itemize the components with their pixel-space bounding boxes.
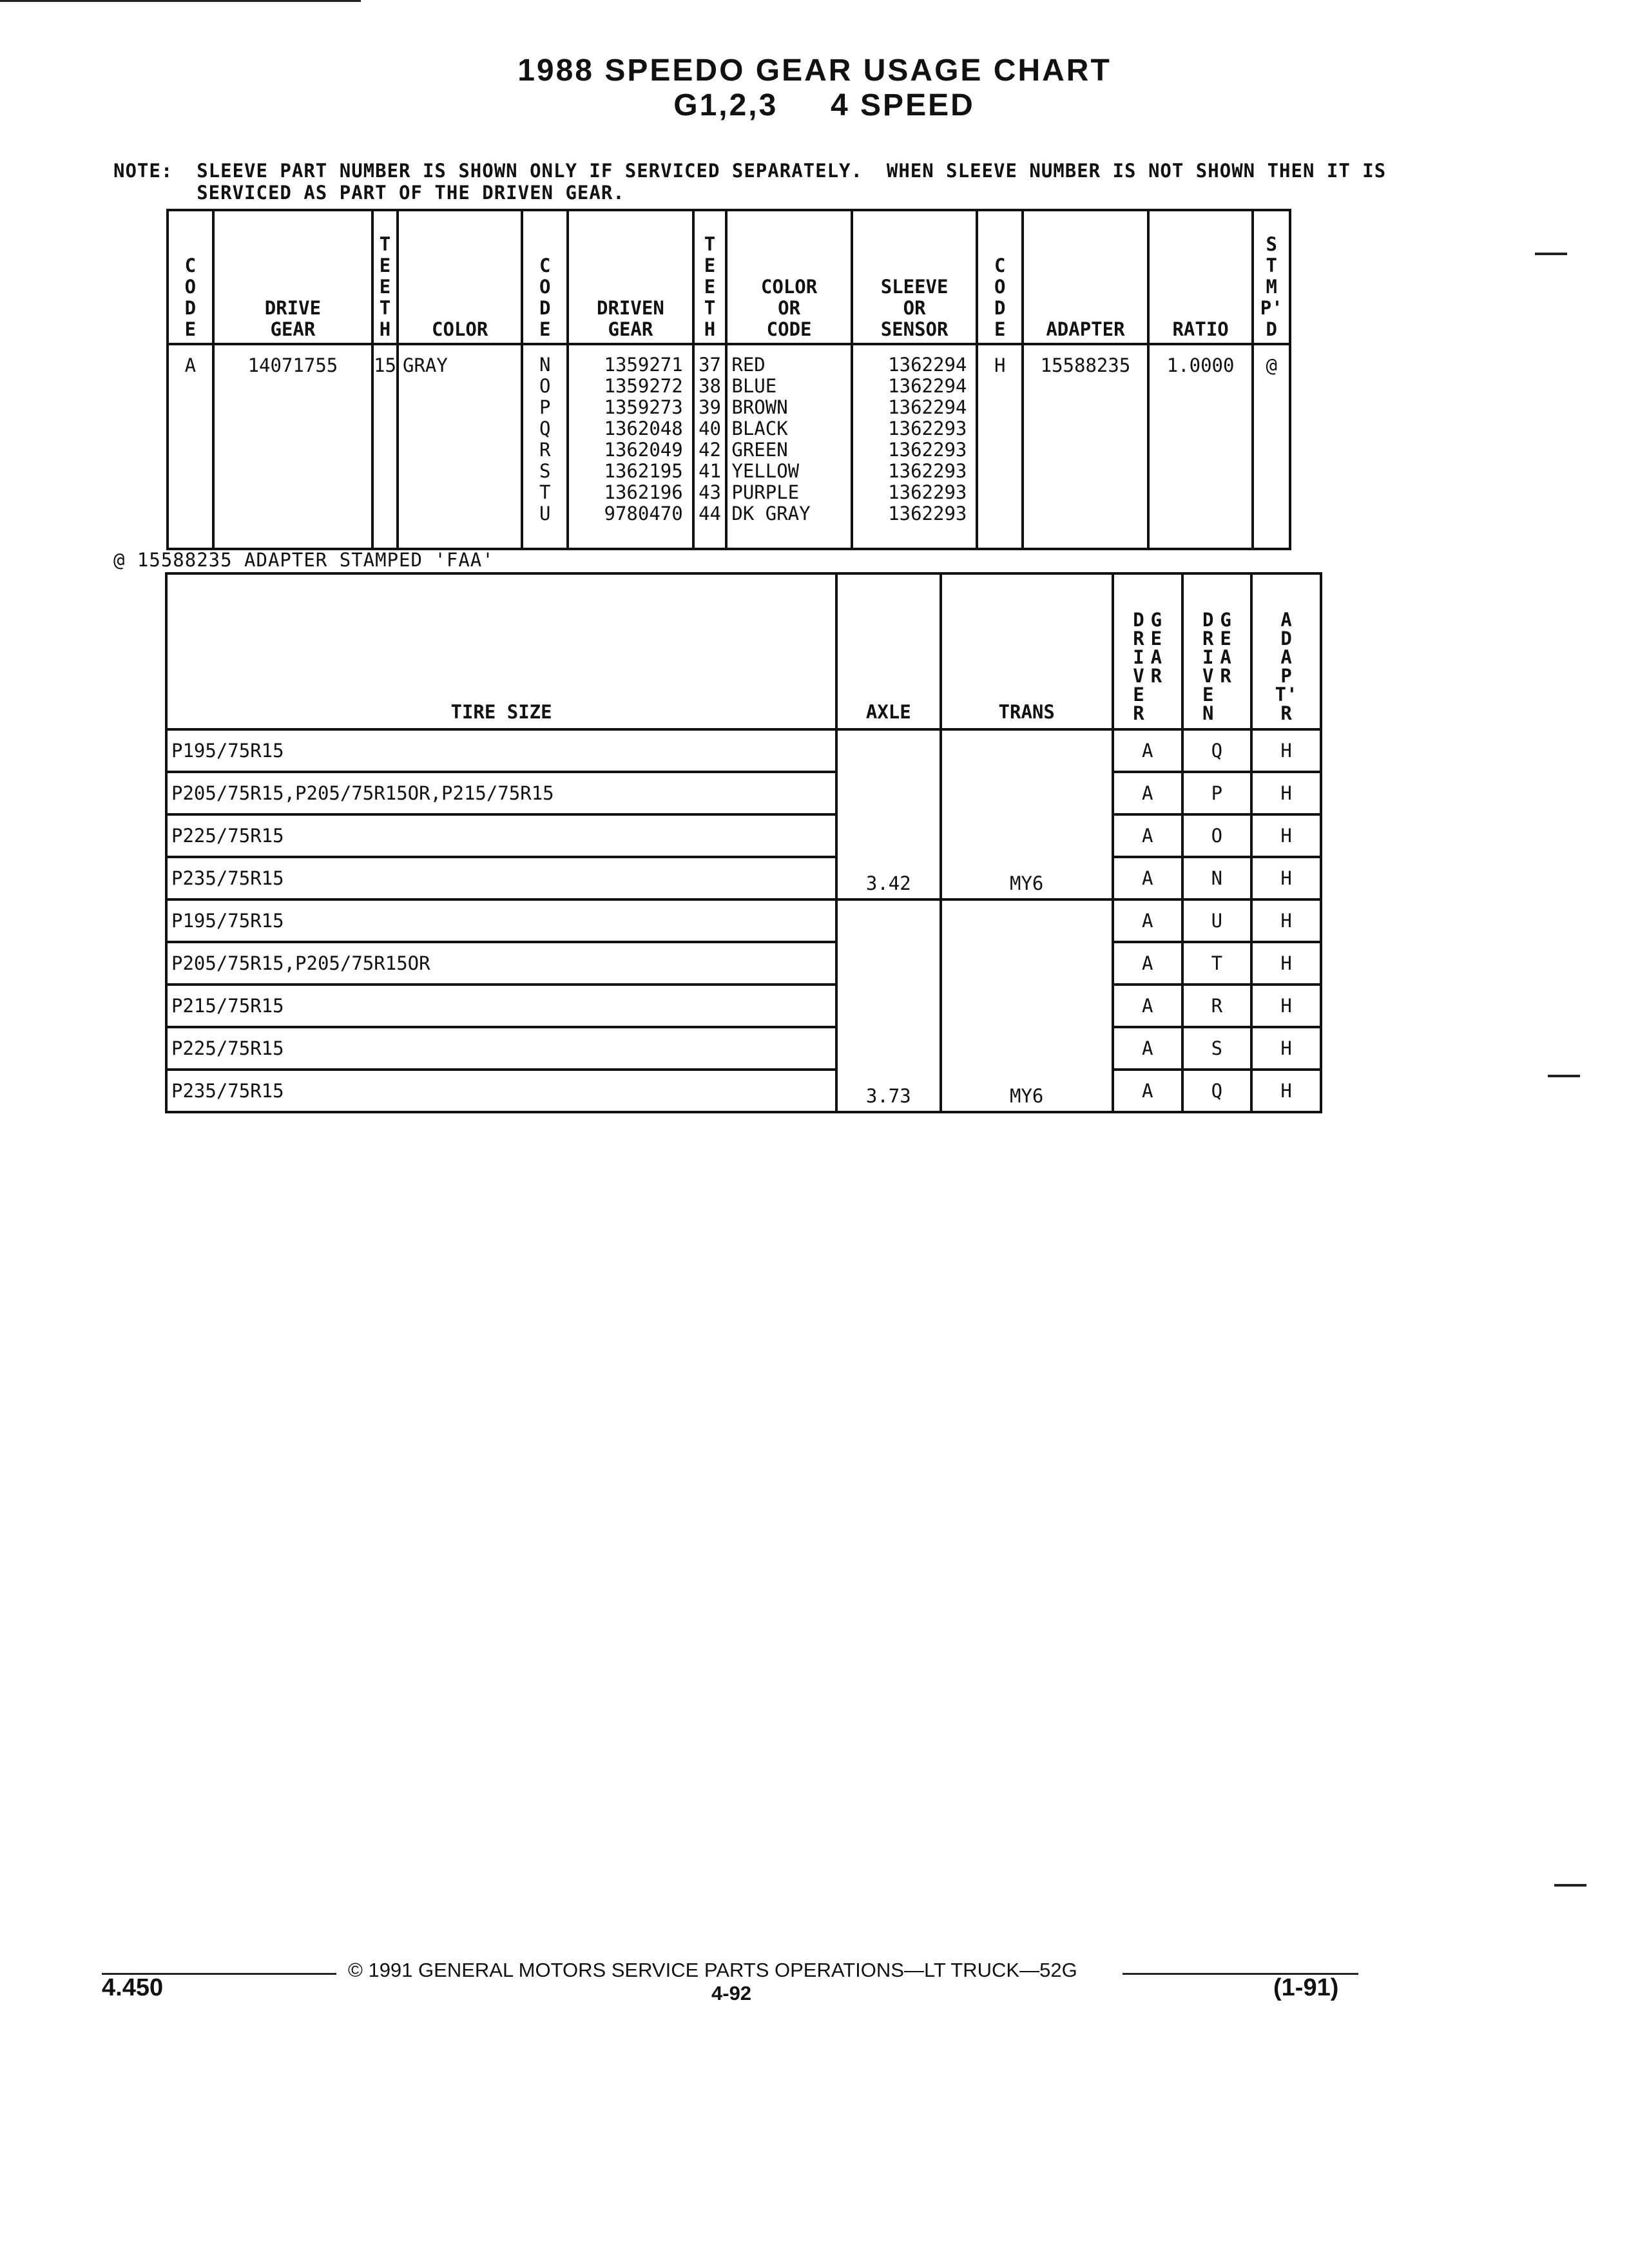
note-line-1: NOTE: SLEEVE PART NUMBER IS SHOWN ONLY IF SERVICED SEPARATELY. WHEN SLEEVE NUMBER IS NOT SHOWN THEN IT IS (113, 160, 1387, 182)
header-driven-letter: N (1202, 702, 1214, 724)
header-driven-code-letter: D (539, 297, 551, 319)
header-trans: TRANS (941, 573, 1113, 729)
driven-gear: 1359272 (604, 375, 683, 397)
driven-color: BROWN (731, 396, 788, 418)
header-driven-letter: R (1202, 628, 1214, 649)
header-color: COLOR (398, 210, 522, 344)
trans-cell: MY6 (941, 899, 1113, 1112)
driver-gear-cell: A (1113, 985, 1182, 1027)
driven-teeth-values (693, 344, 727, 549)
driven-code: Q (539, 418, 551, 439)
header-driver-letter: I (1133, 646, 1144, 668)
gear-table-row (168, 344, 1290, 549)
sleeve-number: 1362294 (888, 375, 967, 397)
tire-size-cell: P195/75R15 (166, 729, 836, 772)
adapter-cell: H (1251, 942, 1321, 985)
header-driven-teeth-letter: E (704, 276, 716, 298)
driven-teeth: 42 (699, 439, 721, 461)
header-driver-gear (1113, 573, 1182, 729)
header-driven-code-letter: O (539, 276, 551, 298)
header-driver-gear-letter: R (1150, 665, 1162, 687)
header-tire-size: TIRE SIZE (166, 573, 836, 729)
tire-table-row (166, 1070, 1321, 1112)
header-driven-gear-letter: R (1220, 665, 1231, 687)
gear-usage-table (166, 209, 1291, 550)
driven-colors (726, 344, 851, 549)
stmpd-value: @ (1253, 344, 1290, 549)
driven-gear: 1362196 (604, 481, 683, 503)
page-title: 1988 SPEEDO GEAR USAGE CHART (517, 53, 1112, 88)
adapter-cell: H (1251, 814, 1321, 857)
driver-gear-cell: A (1113, 857, 1182, 899)
driver-gear-cell: A (1113, 899, 1182, 942)
header-stmpd: S T M P' D (1253, 210, 1290, 344)
trans-cell: MY6 (941, 729, 1113, 899)
header-adaptr-letter: R (1280, 702, 1292, 724)
header-sleeve-or-sensor: SLEEVE OR SENSOR (852, 210, 978, 344)
driven-gear-cell: N (1182, 857, 1252, 899)
header-driven-gear: DRIVEN GEAR (568, 210, 693, 344)
driver-gear-cell: A (1113, 942, 1182, 985)
tire-table-row (166, 899, 1321, 942)
driven-teeth: 43 (699, 481, 721, 503)
adapter-number: 15588235 (1023, 344, 1148, 549)
driven-gear-numbers (568, 344, 693, 549)
header-adapter: ADAPTER (1023, 210, 1148, 344)
sleeve-number: 1362293 (888, 503, 967, 524)
tire-size-cell: P235/75R15 (166, 1070, 836, 1112)
header-adapter-code-letter: O (994, 276, 1006, 298)
header-driver-letter: R (1133, 702, 1144, 724)
driven-color: GREEN (731, 439, 788, 461)
header-driven-gear-letter: G (1220, 609, 1231, 631)
header-driven-teeth-letter: H (704, 318, 716, 340)
drive-teeth: 15 (372, 344, 398, 549)
header-driven-gear-letter: A (1220, 646, 1231, 668)
tire-table-row (166, 729, 1321, 772)
header-driven-teeth-letter: T (704, 233, 716, 255)
driven-code: O (539, 375, 551, 397)
header-teeth-letter: T (379, 297, 391, 319)
margin-tick (1554, 1884, 1586, 1887)
sleeve-number: 1362294 (888, 396, 967, 418)
driven-gear: 1362195 (604, 460, 683, 482)
sleeve-number: 1362293 (888, 481, 967, 503)
header-code-letter: E (184, 318, 197, 340)
note-line-2: SERVICED AS PART OF THE DRIVEN GEAR. (113, 182, 625, 204)
header-driver-letter: R (1133, 628, 1144, 649)
driven-color: BLUE (731, 375, 777, 397)
footer-page-number: 4-92 (711, 1982, 752, 2004)
header-driven-teeth-letter: E (704, 255, 716, 276)
adapter-cell: H (1251, 985, 1321, 1027)
ratio-value: 1.0000 (1148, 344, 1253, 549)
sleeve-number: 1362293 (888, 460, 967, 482)
header-driven-code-letter: E (539, 318, 551, 340)
driven-code: T (539, 481, 551, 503)
driven-teeth: 40 (699, 418, 721, 439)
driven-color: YELLOW (731, 460, 800, 482)
axle-cell: 3.73 (836, 899, 941, 1112)
header-adaptr-letter: T' (1275, 684, 1298, 706)
tire-table-row (166, 772, 1321, 814)
driven-gear-cell: R (1182, 985, 1252, 1027)
driver-gear-cell: A (1113, 772, 1182, 814)
tire-size-cell: P195/75R15 (166, 899, 836, 942)
header-driver-letter: D (1133, 609, 1144, 631)
header-adaptr-letter: D (1280, 628, 1292, 649)
driven-teeth: 41 (699, 460, 721, 482)
driven-gear: 1359273 (604, 396, 683, 418)
driven-code: S (539, 460, 551, 482)
adapter-cell: H (1251, 772, 1321, 814)
tire-table-row (166, 1027, 1321, 1070)
driven-gear-cell: U (1182, 899, 1252, 942)
page-subtitle: G1,2,3 4 SPEED (673, 88, 975, 122)
margin-tick (1535, 253, 1567, 255)
driver-gear-cell: A (1113, 814, 1182, 857)
tire-table-row (166, 942, 1321, 985)
header-teeth-letter: E (379, 276, 391, 298)
driven-gear: 1362048 (604, 418, 683, 439)
driven-gear-cell: O (1182, 814, 1252, 857)
top-rule (0, 0, 361, 2)
header-driver-gear-letter: E (1150, 628, 1162, 649)
header-driven-code-letter: C (539, 255, 551, 276)
driven-teeth: 38 (699, 375, 721, 397)
adapter-cell: H (1251, 1027, 1321, 1070)
gear-table-header (168, 210, 1290, 344)
tire-size-cell: P225/75R15 (166, 814, 836, 857)
header-drive-gear: DRIVE GEAR (213, 210, 372, 344)
header-teeth-letter: H (379, 318, 391, 340)
driven-code: N (539, 354, 551, 376)
header-adaptr-letter: A (1280, 646, 1292, 668)
header-teeth-letter: E (379, 255, 391, 276)
driven-gear: 9780470 (604, 503, 683, 524)
header-color-or-code: COLOR OR CODE (726, 210, 851, 344)
driven-code: P (539, 396, 551, 418)
adapter-cell: H (1251, 1070, 1321, 1112)
header-driven-gear-col (1182, 573, 1252, 729)
tire-table-row (166, 814, 1321, 857)
header-adaptr (1251, 573, 1321, 729)
driven-color: RED (731, 354, 766, 376)
footer-date-code: (1-91) (1273, 1974, 1339, 2001)
header-code (168, 210, 213, 344)
header-axle: AXLE (836, 573, 941, 729)
tire-table-row (166, 857, 1321, 899)
header-adapter-code (977, 210, 1023, 344)
driven-gear-cell: S (1182, 1027, 1252, 1070)
header-driven-letter: V (1202, 665, 1214, 687)
footer-copyright: © 1991 GENERAL MOTORS SERVICE PARTS OPERATIONS—LT TRUCK—52G (348, 1959, 1077, 1981)
margin-tick (1548, 1075, 1580, 1077)
tire-table-row (166, 985, 1321, 1027)
driven-gear-cell: T (1182, 942, 1252, 985)
header-driven-code (522, 210, 568, 344)
header-driven-letter: E (1202, 684, 1214, 706)
sleeve-number: 1362293 (888, 439, 967, 461)
driven-codes (522, 344, 568, 549)
drive-color: GRAY (398, 344, 522, 549)
header-driven-teeth (693, 210, 727, 344)
adapter-cell: H (1251, 899, 1321, 942)
driven-gear: 1359271 (604, 354, 683, 376)
tire-size-cell: P205/75R15,P205/75R15OR (166, 942, 836, 985)
header-code-letter: C (184, 255, 197, 276)
header-driver-letter: E (1133, 684, 1144, 706)
header-driver-letter: V (1133, 665, 1144, 687)
driven-teeth: 39 (699, 396, 721, 418)
adapter-code: H (977, 344, 1023, 549)
sleeve-number: 1362294 (888, 354, 967, 376)
header-adaptr-letter: A (1280, 609, 1292, 631)
drive-code: A (168, 344, 213, 549)
driven-gear: 1362049 (604, 439, 683, 461)
driven-gear-cell: P (1182, 772, 1252, 814)
driven-color: PURPLE (731, 481, 800, 503)
header-driver-gear-letter: A (1150, 646, 1162, 668)
driven-code: R (539, 439, 551, 461)
driver-gear-cell: A (1113, 1070, 1182, 1112)
axle-cell: 3.42 (836, 729, 941, 899)
header-code-letter: D (184, 297, 197, 319)
tire-size-cell: P225/75R15 (166, 1027, 836, 1070)
footer-section-number: 4.450 (102, 1974, 164, 2001)
driven-color: BLACK (731, 418, 788, 439)
header-driver-gear-letter: G (1150, 609, 1162, 631)
sleeve-number: 1362293 (888, 418, 967, 439)
header-driven-letter: D (1202, 609, 1214, 631)
driver-gear-cell: A (1113, 1027, 1182, 1070)
header-driven-teeth-letter: T (704, 297, 716, 319)
sleeve-numbers (852, 344, 978, 549)
tire-size-cell: P235/75R15 (166, 857, 836, 899)
header-driven-letter: I (1202, 646, 1214, 668)
drive-gear-number: 14071755 (213, 344, 372, 549)
driven-gear-cell: Q (1182, 729, 1252, 772)
tire-table-header (166, 573, 1321, 729)
driver-gear-cell: A (1113, 729, 1182, 772)
adapter-cell: H (1251, 729, 1321, 772)
driven-gear-cell: Q (1182, 1070, 1252, 1112)
header-code-letter: O (184, 276, 197, 298)
driven-color: DK GRAY (731, 503, 811, 524)
header-adaptr-letter: P (1280, 665, 1292, 687)
header-adapter-code-letter: E (994, 318, 1006, 340)
header-ratio: RATIO (1148, 210, 1253, 344)
tire-size-cell: P215/75R15 (166, 985, 836, 1027)
header-adapter-code-letter: D (994, 297, 1006, 319)
tire-size-cell: P205/75R15,P205/75R15OR,P215/75R15 (166, 772, 836, 814)
adapter-stamp-note: @ 15588235 ADAPTER STAMPED 'FAA' (113, 549, 494, 571)
driven-teeth: 44 (699, 503, 721, 524)
tire-size-table (165, 572, 1322, 1113)
adapter-cell: H (1251, 857, 1321, 899)
header-driven-gear-letter: E (1220, 628, 1231, 649)
header-teeth-letter: T (379, 233, 391, 255)
header-teeth (372, 210, 398, 344)
driven-teeth: 37 (699, 354, 721, 376)
header-adapter-code-letter: C (994, 255, 1006, 276)
driven-code: U (539, 503, 551, 524)
